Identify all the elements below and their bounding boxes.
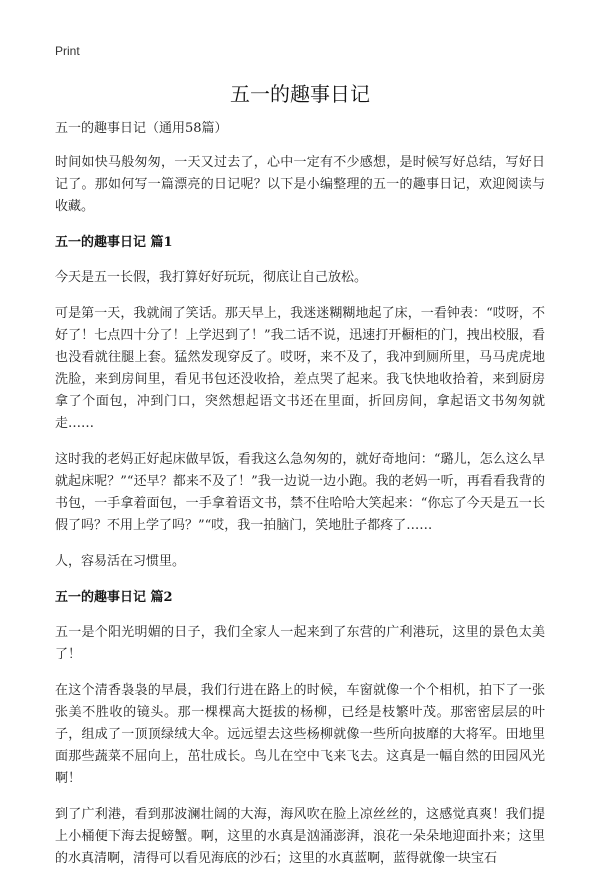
section-heading-2: 五一的趣事日记 篇2 xyxy=(55,590,173,605)
section-2-paragraph: 五一是个阳光明媚的日子，我们全家人一起来到了东营的广利港玩，这里的景色太美了！ xyxy=(55,625,545,662)
article-subtitle: 五一的趣事日记（通用58篇） xyxy=(55,121,228,136)
page-title: 五一的趣事日记 xyxy=(230,82,370,106)
section-2-paragraph: 在这个清香袅袅的早晨，我们行进在路上的时候，车窗就像一个个相机，拍下了一张张美不胜收的镜头。那一棵棵高大挺拔的杨柳，已经是枝繁叶茂。那密密层层的叶子，组成了一顶顶绿绒大伞。远远望去这些杨柳就像一些所向披靡的大将军。田地里面那些蔬菜不屈向上，茁壮成长。鸟儿在空中飞来飞去。这真是一幅自然的田园风光啊！ xyxy=(55,683,545,786)
section-heading-1: 五一的趣事日记 篇1 xyxy=(55,235,173,250)
article-body xyxy=(55,118,545,884)
section-1-paragraph: 这时我的老妈正好起床做早饭，看我这么急匆匆的，就好奇地问：“璐儿，怎么这么早就起床呢？”“还早？都来不及了！”我一边说一边小跑。我的老妈一听，再看看我背的书包，一手拿着面包，一手拿着语文书，禁不住哈哈大笑起来：“你忘了今天是五一长假了吗？不用上学了吗？”“哎，我一拍脑门，笑地肚子都疼了…… xyxy=(55,452,545,533)
intro-paragraph: 时间如快马般匆匆，一天又过去了，心中一定有不少感想，是时候写好总结，写好日记了。那如何写一篇漂亮的日记呢？以下是小编整理的五一的趣事日记，欢迎阅读与收藏。 xyxy=(55,155,545,214)
section-2-paragraph: 到了广利港，看到那波澜壮阔的大海，海风吹在脸上凉丝丝的，这感觉真爽！我们提上小桶便下海去捉螃蟹。啊，这里的水真是汹涌澎湃，浪花一朵朵地迎面扑来；这里的水真清啊，清得可以看见海底的沙石；这里的水真蓝啊，蓝得就像一块宝石 xyxy=(55,807,545,866)
print-link[interactable]: Print xyxy=(55,44,80,58)
section-1-paragraph: 今天是五一长假，我打算好好玩玩，彻底让自己放松。 xyxy=(55,270,368,285)
section-1-paragraph: 可是第一天，我就闹了笑话。那天早上，我迷迷糊糊地起了床，一看钟表：“哎呀，不好了！七点四十分了！上学迟到了！”我二话不说，迅速打开橱柜的门，拽出校服，看也没看就往腿上套。猛然发现穿反了。哎呀，来不及了，我冲到厕所里，马马虎虎地洗脸，来到房间里，看见书包还没收拾，差点哭了起来。我飞快地收拾着，来到厨房拿了个面包，冲到门口，突然想起语文书还在里面，折回房间，拿起语文书匆匆就走…… xyxy=(55,306,545,431)
section-1-paragraph: 人，容易活在习惯里。 xyxy=(55,554,186,569)
